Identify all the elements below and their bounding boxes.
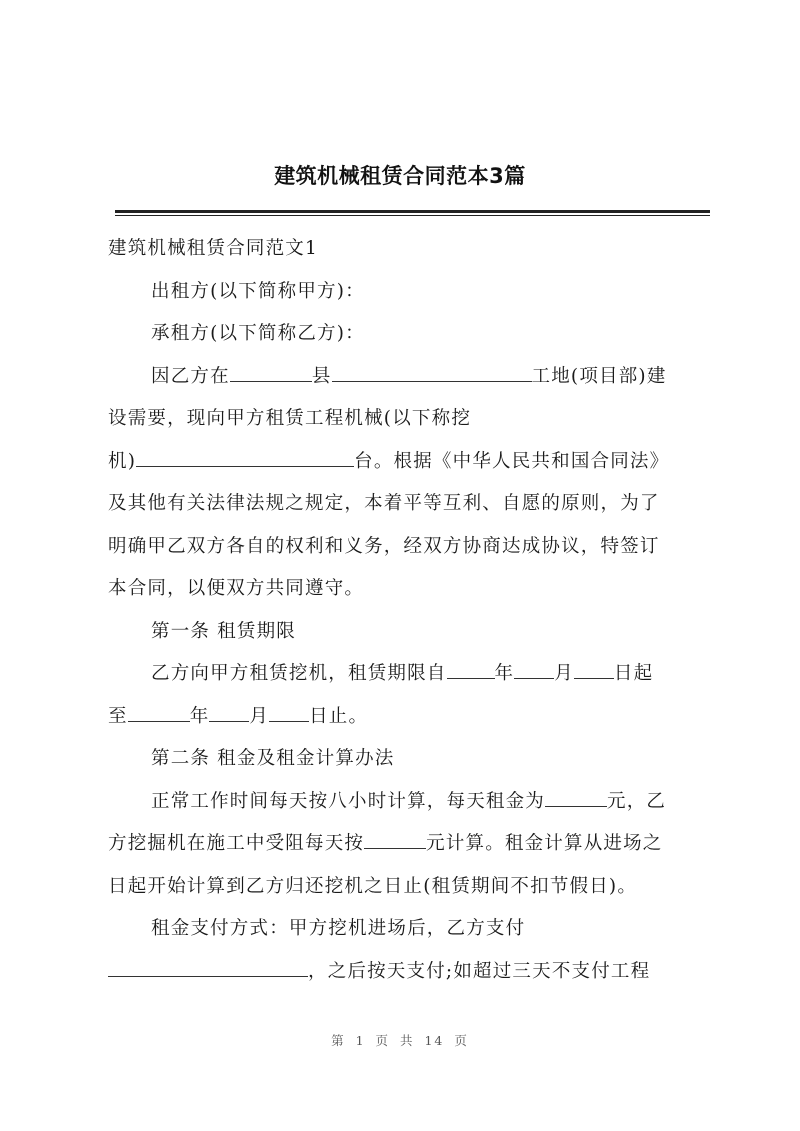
article-heading: 第二条 租金及租金计算办法 <box>151 748 395 769</box>
paragraph-line <box>108 441 708 484</box>
text-span: 元，乙 <box>607 790 667 812</box>
blank-field-end-year <box>128 707 190 722</box>
text-span: 乙方向甲方租赁挖机，租赁期限自 <box>151 663 447 684</box>
blank-field-delay-rate <box>364 834 426 849</box>
text-span: 方挖掘机在施工中受阻每天按 <box>108 833 365 854</box>
paragraph-line <box>108 781 708 824</box>
blank-field-start-day <box>574 664 614 679</box>
section-heading: 建筑机械租赁合同范文1 <box>108 238 318 259</box>
lessor-line: 出租方(以下简称甲方)： <box>151 280 365 302</box>
blank-field-quantity <box>136 452 354 467</box>
page-footer: 第 1 页 共 14 页 <box>331 1033 469 1048</box>
paragraph-line <box>108 356 708 399</box>
paragraph-line: 本合同，以便双方共同遵守。 <box>108 578 365 599</box>
blank-field-site <box>332 367 532 382</box>
paragraph-line <box>108 653 708 696</box>
paragraph-line <box>108 951 708 994</box>
text-span: 年 <box>189 705 210 727</box>
text-span: 月 <box>554 663 574 684</box>
blank-field-end-month <box>209 707 249 722</box>
blank-field-daily-rent <box>545 792 607 807</box>
title-divider-thin <box>115 215 710 216</box>
blank-field-county <box>230 367 312 382</box>
title-divider-thick <box>115 210 710 213</box>
lessee-line: 承租方(以下简称乙方)： <box>151 323 365 344</box>
paragraph-line <box>108 696 708 739</box>
document-body <box>108 228 708 993</box>
paragraph-line: 租金支付方式：甲方挖机进场后，乙方支付 <box>151 918 526 939</box>
text-span: 至 <box>108 705 128 727</box>
paragraph-line: 及其他有关法律法规之规定，本着平等互利、自愿的原则，为了 <box>108 493 660 514</box>
document-title: 建筑机械租赁合同范本3篇 <box>274 164 526 188</box>
text-span: 日起 <box>613 663 654 684</box>
paragraph-line: 明确甲乙双方各自的权利和义务，经双方协商达成协议，特签订 <box>108 535 660 557</box>
text-span: 机) <box>108 450 137 472</box>
text-span: 正常工作时间每天按八小时计算，每天租金为 <box>151 790 546 812</box>
paragraph-line: 日起开始计算到乙方归还挖机之日止(租赁期间不扣节假日)。 <box>108 875 638 897</box>
blank-field-start-month <box>514 664 554 679</box>
text-span: ，之后按天支付;如超过三天不支付工程 <box>308 960 651 982</box>
text-span: 月 <box>249 705 270 727</box>
text-span: 日止。 <box>309 705 369 727</box>
paragraph-line: 设需要，现向甲方租赁工程机械(以下称挖 <box>108 408 472 429</box>
blank-field-start-year <box>447 664 495 679</box>
paragraph-line <box>108 823 708 866</box>
text-span: 工地(项目部)建 <box>531 365 667 387</box>
text-span: 台。根据《中华人民共和国合同法》 <box>354 450 670 472</box>
article-heading: 第一条 租赁期限 <box>151 620 296 642</box>
text-span: 年 <box>494 663 515 684</box>
blank-field-payment <box>108 962 308 977</box>
blank-field-end-day <box>269 707 309 722</box>
text-span: 元计算。租金计算从进场之 <box>426 833 663 854</box>
text-span: 县 <box>311 365 332 387</box>
text-span: 因乙方在 <box>151 365 230 387</box>
